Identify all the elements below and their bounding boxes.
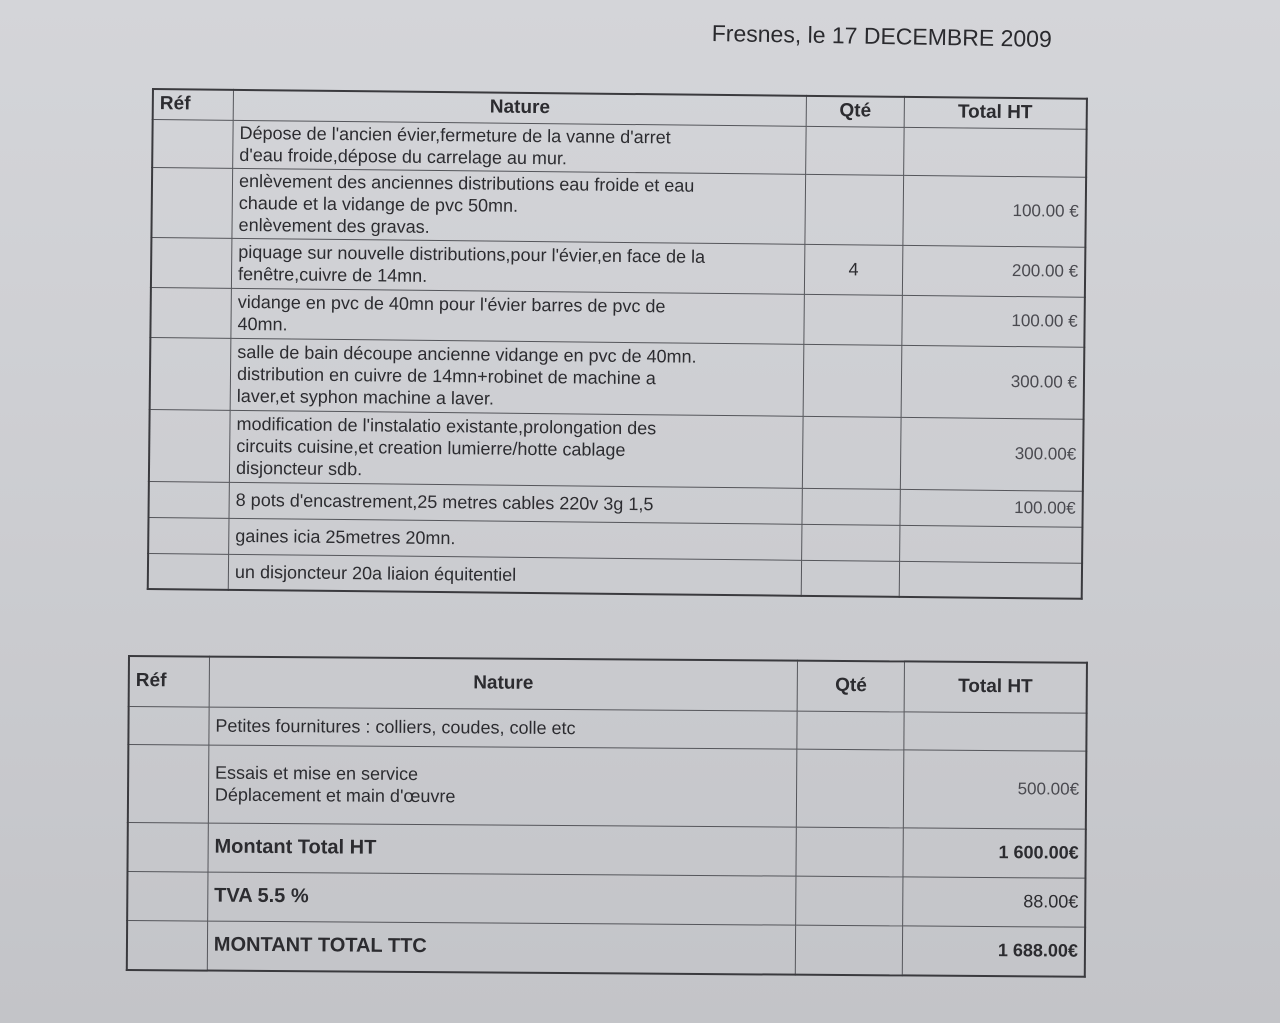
row-ref xyxy=(152,119,233,168)
row-ref xyxy=(151,237,232,288)
table-row xyxy=(128,706,1086,751)
row-qty xyxy=(795,925,902,975)
row-qty xyxy=(805,174,903,245)
row-qty xyxy=(796,749,904,828)
row-ref xyxy=(151,167,232,238)
row-ref xyxy=(148,517,229,554)
table-row xyxy=(150,337,1085,419)
row-qty xyxy=(806,126,904,175)
row-qty xyxy=(803,344,901,417)
row-total: 300.00 € xyxy=(901,345,1084,419)
row-nature: un disjoncteur 20a liaion équitentiel xyxy=(228,554,801,596)
row-qty xyxy=(797,711,904,750)
row-nature: Essais et mise en service Déplacement et main d'œuvre xyxy=(208,745,797,827)
header-qty: Qté xyxy=(797,661,904,712)
document-date: Fresnes, le 17 DECEMBRE 2009 xyxy=(711,20,1052,52)
works-table xyxy=(147,88,1088,600)
row-ref xyxy=(127,871,208,921)
table-row xyxy=(151,167,1086,247)
total-ht-label: Montant Total HT xyxy=(208,823,797,876)
supplies-table xyxy=(126,655,1088,977)
tva-value: 88.00€ xyxy=(903,876,1086,926)
row-ref xyxy=(148,553,229,590)
header-qty: Qté xyxy=(806,96,904,127)
row-total xyxy=(899,525,1082,563)
table-row xyxy=(128,744,1087,829)
tva-row xyxy=(127,871,1085,927)
total-ttc-label: MONTANT TOTAL TTC xyxy=(207,921,796,975)
total-ht-value: 1 600.00€ xyxy=(903,827,1086,877)
row-ref xyxy=(150,337,231,410)
row-total xyxy=(899,561,1082,599)
row-ref xyxy=(149,409,230,482)
header-ref: Réf xyxy=(129,656,210,707)
row-nature: salle de bain découpe ancienne vidange en pvc de 40mn. distribution en cuivre de 14mn+robinet de machine a laver,et syphon machine a laver. xyxy=(230,338,804,416)
row-qty xyxy=(796,876,903,926)
row-nature: 8 pots d'encastrement,25 metres cables 220v 3g 1,5 xyxy=(229,482,802,524)
row-qty xyxy=(804,294,902,345)
header-nature: Nature xyxy=(233,90,806,126)
table-row xyxy=(149,409,1084,491)
header-total: Total HT xyxy=(904,661,1087,712)
row-qty xyxy=(802,488,900,525)
row-ref xyxy=(149,481,230,518)
total-ttc-row xyxy=(127,920,1085,976)
row-qty xyxy=(802,524,900,561)
row-ref xyxy=(128,706,209,745)
row-nature: Petites fournitures : colliers, coudes, colle etc xyxy=(209,707,798,749)
row-nature: Dépose de l'ancien évier,fermeture de la vanne d'arret d'eau froide,dépose du carrelage au mur. xyxy=(233,120,807,174)
row-total xyxy=(904,711,1087,750)
row-ref xyxy=(150,287,231,338)
supplies-table-header xyxy=(129,656,1087,713)
total-ht-row xyxy=(127,822,1085,878)
header-total: Total HT xyxy=(904,97,1087,129)
row-qty xyxy=(801,560,899,597)
row-ref xyxy=(127,822,208,872)
row-total xyxy=(903,127,1086,177)
row-qty xyxy=(802,416,900,489)
row-total: 500.00€ xyxy=(904,749,1087,828)
row-nature: piquage sur nouvelle distributions,pour l'évier,en face de la fenêtre,cuivre de 14mn. xyxy=(231,238,805,294)
row-qty: 4 xyxy=(805,244,903,295)
row-nature: vidange en pvc de 40mn pour l'évier barres de pvc de 40mn. xyxy=(231,288,805,344)
row-total: 300.00€ xyxy=(900,417,1083,491)
row-total: 100.00 € xyxy=(903,175,1086,247)
total-ttc-value: 1 688.00€ xyxy=(903,925,1086,976)
row-total: 100.00€ xyxy=(900,489,1083,527)
row-qty xyxy=(796,827,903,877)
row-nature: modification de l'instalatio existante,prolongation des circuits cuisine,et creation lumierre/hotte cablage disjoncteur sdb. xyxy=(229,410,803,488)
row-total: 100.00 € xyxy=(902,295,1085,347)
row-nature: enlèvement des anciennes distributions eau froide et eau chaude et la vidange de pvc 50mn. enlèvement des gravas. xyxy=(232,168,806,244)
header-ref: Réf xyxy=(153,89,234,120)
tva-label: TVA 5.5 % xyxy=(208,872,797,925)
row-total: 200.00 € xyxy=(902,245,1085,297)
header-nature: Nature xyxy=(209,657,798,711)
row-ref xyxy=(128,744,209,823)
row-nature: gaines icia 25metres 20mn. xyxy=(229,518,802,560)
row-ref xyxy=(127,920,208,970)
